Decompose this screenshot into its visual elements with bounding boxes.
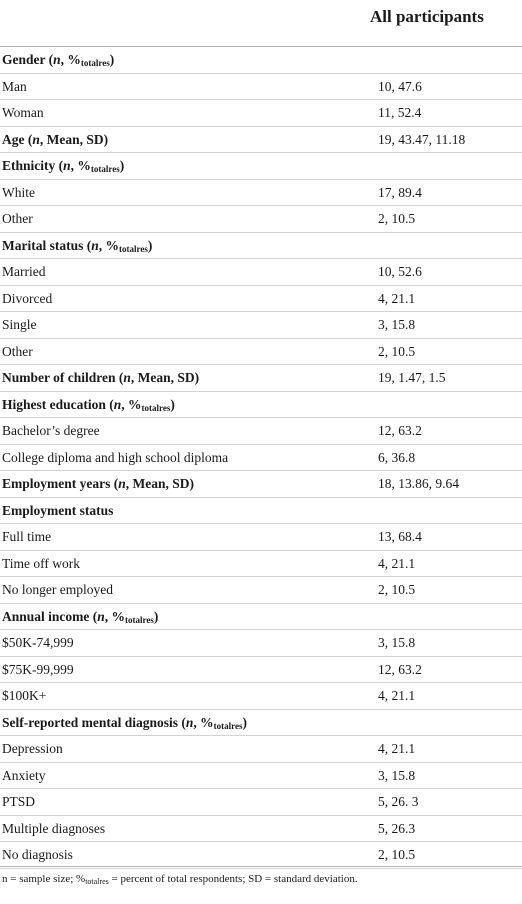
- row-value: 4, 21.1: [378, 688, 416, 703]
- table-row: [0, 418, 522, 445]
- table-row: [0, 736, 522, 763]
- row-label: Depression: [2, 741, 63, 756]
- paren-open: (: [109, 396, 114, 412]
- row-label: No longer employed: [2, 582, 113, 597]
- table-row: [0, 657, 522, 684]
- table-row: [0, 842, 522, 869]
- paren-open: (: [48, 52, 54, 67]
- table-row: [0, 683, 522, 710]
- row-value: 3, 15.8: [378, 635, 416, 650]
- table-row: [0, 630, 522, 657]
- row-label: Multiple diagnoses: [2, 820, 106, 836]
- row-label: Man: [2, 78, 27, 94]
- row-label: Anxiety: [2, 767, 46, 783]
- table-body: [0, 47, 522, 869]
- table-row: [0, 180, 522, 207]
- row-label: White: [2, 184, 35, 200]
- n-symbol: n: [113, 396, 122, 412]
- row-label: [2, 609, 158, 625]
- section-title: Age: [2, 131, 25, 147]
- section-title: Number of children: [2, 370, 116, 385]
- table-section-row: [0, 471, 522, 498]
- row-value: 19, 1.47, 1.5: [378, 370, 446, 385]
- n-symbol: n: [32, 131, 40, 147]
- row-value: 4, 21.1: [378, 555, 416, 571]
- n-symbol: n: [63, 158, 71, 173]
- row-value: 5, 26. 3: [378, 794, 419, 809]
- row-value: 2, 10.5: [378, 582, 416, 597]
- row-value: 5, 26.3: [378, 820, 416, 836]
- table-row: [0, 339, 522, 366]
- n-symbol: n: [97, 608, 105, 624]
- n-symbol: n: [123, 370, 131, 385]
- row-value: 2, 10.5: [378, 211, 416, 226]
- row-label: Employment status: [2, 502, 114, 518]
- row-label: [2, 397, 175, 413]
- row-value: 3, 15.8: [378, 767, 416, 783]
- row-value: 4, 21.1: [378, 290, 416, 306]
- row-value: 2, 10.5: [378, 343, 416, 359]
- paren-open: (: [58, 158, 64, 173]
- stat-descriptor: , %: [104, 608, 126, 624]
- row-label: $75K-99,999: [2, 661, 74, 677]
- row-value: 10, 47.6: [378, 78, 422, 94]
- row-label: Other: [2, 343, 33, 359]
- stat-descriptor: , %: [98, 237, 120, 253]
- table-section-row: [0, 233, 522, 260]
- table-row: [0, 259, 522, 286]
- section-title: Gender: [2, 52, 46, 67]
- footnote-divider: [0, 866, 522, 867]
- row-value: 19, 43.47, 11.18: [378, 131, 466, 147]
- table-row: [0, 312, 522, 339]
- table-header: [0, 0, 522, 47]
- row-value: 13, 68.4: [378, 529, 422, 544]
- table-section-row: [0, 604, 522, 631]
- table-row: [0, 524, 522, 551]
- table-row: [0, 286, 522, 313]
- table-row: [0, 100, 522, 127]
- row-label: No diagnosis: [2, 847, 73, 862]
- paren-close: ): [119, 158, 125, 173]
- table-section-row: [0, 498, 522, 525]
- stat-descriptor: , %: [60, 52, 81, 67]
- row-value: 3, 15.8: [378, 317, 416, 332]
- row-label: [2, 238, 152, 254]
- table-row: [0, 206, 522, 233]
- section-title: Ethnicity: [2, 158, 56, 173]
- stat-descriptor: , Mean, SD): [125, 476, 195, 491]
- stat-descriptor: , Mean, SD): [130, 370, 200, 385]
- table-row: [0, 551, 522, 578]
- row-value: 6, 36.8: [378, 449, 416, 465]
- row-label: Single: [2, 317, 37, 332]
- footnote-part-1: n = sample size; %: [2, 873, 86, 885]
- row-label: College diploma and high school diploma: [2, 449, 229, 465]
- n-symbol: n: [185, 714, 194, 730]
- table-row: [0, 789, 522, 816]
- totalres-subscript: totalres: [90, 164, 120, 174]
- table-section-row: [0, 127, 522, 154]
- row-label: Number of children (n, Mean, SD): [2, 370, 200, 385]
- row-label: [2, 158, 124, 174]
- row-label: Age (n, Mean, SD): [2, 131, 109, 147]
- section-title: Annual income: [2, 608, 90, 624]
- table-row: [0, 74, 522, 101]
- row-label: Employment years (n, Mean, SD): [2, 476, 195, 491]
- section-title: Highest education: [2, 396, 106, 412]
- table-row: [0, 816, 522, 843]
- row-label: Time off work: [2, 555, 81, 571]
- row-value: 18, 13.86, 9.64: [378, 476, 459, 491]
- n-symbol: n: [118, 476, 126, 491]
- table-row: [0, 445, 522, 472]
- stat-descriptor: , %: [193, 714, 214, 730]
- totalres-subscript: totalres: [213, 720, 243, 731]
- row-label: Woman: [2, 105, 44, 120]
- row-label: $50K-74,999: [2, 635, 74, 650]
- table-section-row: [0, 365, 522, 392]
- table-row: [0, 577, 522, 604]
- footnote-subscript: totalres: [85, 877, 109, 886]
- table-section-row: [0, 47, 522, 74]
- totalres-subscript: totalres: [141, 402, 171, 413]
- totalres-subscript: totalres: [125, 614, 154, 625]
- totalres-subscript: totalres: [119, 243, 148, 254]
- row-value: 2, 10.5: [378, 847, 416, 862]
- row-label: Married: [2, 264, 46, 279]
- paren-open: (: [86, 237, 92, 253]
- paren-close: ): [170, 396, 175, 412]
- paren-close: ): [109, 52, 115, 67]
- row-label: Divorced: [2, 290, 53, 306]
- table-footnote: [2, 873, 358, 886]
- table-row: [0, 763, 522, 790]
- row-label: [2, 715, 247, 731]
- stat-descriptor: , %: [70, 158, 91, 173]
- n-symbol: n: [91, 237, 99, 253]
- table-section-row: [0, 153, 522, 180]
- row-label: [2, 52, 114, 68]
- row-label: Other: [2, 211, 33, 226]
- section-title: Marital status: [2, 237, 84, 253]
- paren-open: (: [181, 714, 186, 730]
- stat-descriptor: , Mean, SD): [39, 131, 109, 147]
- row-label: Full time: [2, 529, 52, 544]
- row-label: $100K+: [2, 688, 47, 703]
- footnote-part-2: = percent of total respondents; SD = standard deviation.: [108, 873, 358, 885]
- column-title-all-participants: All participants: [370, 7, 484, 26]
- table-section-row: [0, 710, 522, 737]
- row-value: 17, 89.4: [378, 184, 422, 200]
- row-value: 11, 52.4: [378, 105, 422, 120]
- paren-close: ): [242, 714, 247, 730]
- paren-close: ): [153, 608, 159, 624]
- section-title: Employment years: [2, 476, 111, 491]
- row-value: 12, 63.2: [378, 423, 422, 438]
- n-symbol: n: [53, 52, 61, 67]
- paren-close: ): [147, 237, 153, 253]
- row-value: 12, 63.2: [378, 661, 422, 677]
- paren-open: (: [92, 608, 98, 624]
- row-label: PTSD: [2, 794, 36, 809]
- table-section-row: [0, 392, 522, 419]
- totalres-subscript: totalres: [80, 58, 110, 68]
- section-title: Self-reported mental diagnosis: [2, 714, 178, 730]
- row-value: 4, 21.1: [378, 741, 416, 756]
- stat-descriptor: , %: [121, 396, 142, 412]
- row-value: 10, 52.6: [378, 264, 422, 279]
- row-label: Bachelor’s degree: [2, 423, 100, 438]
